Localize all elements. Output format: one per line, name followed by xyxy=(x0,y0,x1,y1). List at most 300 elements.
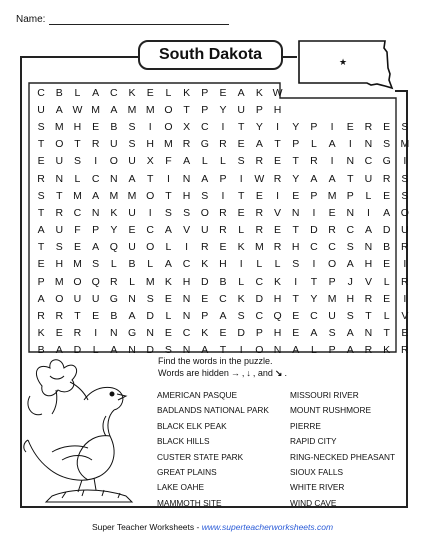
grid-letter[interactable]: A xyxy=(346,258,354,271)
grid-letter[interactable]: A xyxy=(110,103,118,116)
grid-letter[interactable]: R xyxy=(55,310,64,323)
grid-letter[interactable]: C xyxy=(110,86,118,99)
grid-letter[interactable]: T xyxy=(292,155,299,168)
grid-letter[interactable]: I xyxy=(330,120,334,133)
grid-letter[interactable]: H xyxy=(55,258,64,271)
grid-letter[interactable]: I xyxy=(166,172,170,185)
grid-letter[interactable]: G xyxy=(109,292,118,305)
grid-letter[interactable]: I xyxy=(312,206,316,219)
grid-letter[interactable]: E xyxy=(201,292,209,305)
grid-letter[interactable]: C xyxy=(146,224,155,237)
grid-letter[interactable]: S xyxy=(328,327,336,340)
grid-letter[interactable]: A xyxy=(164,224,172,237)
grid-letter[interactable]: I xyxy=(403,155,407,168)
grid-letter[interactable]: C xyxy=(182,327,191,340)
grid-letter[interactable]: N xyxy=(364,327,373,340)
grid-letter[interactable]: T xyxy=(165,189,172,202)
grid-letter[interactable]: M xyxy=(109,189,119,202)
grid-letter[interactable]: E xyxy=(292,189,300,202)
grid-letter[interactable]: O xyxy=(146,241,155,254)
grid-letter[interactable]: U xyxy=(37,103,45,116)
grid-letter[interactable]: M xyxy=(127,103,137,116)
grid-letter[interactable]: A xyxy=(292,344,300,357)
grid-letter[interactable]: L xyxy=(110,258,117,271)
grid-letter[interactable]: O xyxy=(200,206,209,219)
grid-letter[interactable]: E xyxy=(292,310,300,323)
grid-letter[interactable]: U xyxy=(91,292,100,305)
grid-letter[interactable]: U xyxy=(110,138,118,151)
grid-letter[interactable]: H xyxy=(364,258,373,271)
grid-letter[interactable]: E xyxy=(92,120,100,133)
grid-letter[interactable]: S xyxy=(92,258,100,271)
grid-letter[interactable]: I xyxy=(94,155,98,168)
grid-letter[interactable]: R xyxy=(55,206,64,219)
grid-letter[interactable]: N xyxy=(346,155,355,168)
grid-letter[interactable]: C xyxy=(91,172,100,185)
grid-letter[interactable]: C xyxy=(200,120,209,133)
grid-letter[interactable]: G xyxy=(200,138,209,151)
grid-letter[interactable]: I xyxy=(330,155,334,168)
grid-letter[interactable]: Y xyxy=(292,172,300,185)
grid-letter[interactable]: M xyxy=(73,258,82,271)
grid-letter[interactable]: K xyxy=(183,86,191,99)
grid-letter[interactable]: E xyxy=(383,120,391,133)
grid-letter[interactable]: B xyxy=(110,310,118,323)
grid-letter[interactable]: U xyxy=(401,224,409,237)
grid-letter[interactable]: P xyxy=(328,344,336,357)
grid-letter[interactable]: E xyxy=(383,189,391,202)
grid-letter[interactable]: U xyxy=(128,241,136,254)
grid-letter[interactable]: C xyxy=(310,241,318,254)
grid-letter[interactable]: T xyxy=(37,138,45,151)
grid-letter[interactable]: H xyxy=(273,327,282,340)
grid-letter[interactable]: T xyxy=(292,292,299,305)
grid-letter[interactable]: S xyxy=(292,258,300,271)
grid-letter[interactable]: N xyxy=(291,206,300,219)
grid-letter[interactable]: S xyxy=(401,189,409,202)
footer-link[interactable]: www.superteacherworksheets.com xyxy=(201,522,334,532)
grid-letter[interactable]: A xyxy=(346,344,354,357)
grid-letter[interactable]: K xyxy=(237,292,245,305)
grid-letter[interactable]: C xyxy=(346,224,355,237)
grid-letter[interactable]: S xyxy=(128,138,136,151)
grid-letter[interactable]: V xyxy=(364,275,372,288)
grid-letter[interactable]: N xyxy=(110,172,118,185)
grid-letter[interactable]: M xyxy=(91,103,101,116)
grid-letter[interactable]: H xyxy=(146,138,155,151)
grid-letter[interactable]: S xyxy=(346,241,354,254)
grid-letter[interactable]: O xyxy=(164,120,173,133)
grid-letter[interactable]: N xyxy=(182,310,191,323)
grid-letter[interactable]: U xyxy=(200,224,209,237)
grid-letter[interactable]: C xyxy=(73,206,82,219)
grid-letter[interactable]: T xyxy=(274,138,281,151)
grid-letter[interactable]: T xyxy=(383,327,390,340)
grid-letter[interactable]: S xyxy=(401,172,409,185)
grid-letter[interactable]: S xyxy=(401,120,409,133)
grid-letter[interactable]: L xyxy=(383,310,390,323)
grid-letter[interactable]: A xyxy=(328,172,336,185)
grid-letter[interactable]: P xyxy=(92,224,100,237)
grid-letter[interactable]: M xyxy=(145,275,155,288)
grid-letter[interactable]: A xyxy=(92,189,100,202)
grid-letter[interactable]: K xyxy=(383,344,391,357)
grid-letter[interactable]: T xyxy=(37,241,45,254)
grid-letter[interactable]: M xyxy=(164,138,173,151)
grid-letter[interactable]: T xyxy=(347,172,354,185)
grid-letter[interactable]: S xyxy=(73,155,81,168)
grid-letter[interactable]: C xyxy=(182,258,191,271)
grid-letter[interactable]: C xyxy=(37,86,45,99)
grid-letter[interactable]: A xyxy=(110,344,118,357)
grid-letter[interactable]: I xyxy=(148,120,152,133)
grid-letter[interactable]: A xyxy=(55,103,63,116)
grid-letter[interactable]: R xyxy=(37,172,45,185)
grid-letter[interactable]: K xyxy=(110,206,118,219)
grid-letter[interactable]: C xyxy=(328,241,336,254)
grid-letter[interactable]: U xyxy=(237,103,245,116)
grid-letter[interactable]: N xyxy=(364,241,373,254)
grid-letter[interactable]: T xyxy=(183,103,190,116)
grid-letter[interactable]: R xyxy=(401,241,409,254)
grid-letter[interactable]: R xyxy=(328,224,336,237)
grid-letter[interactable]: W xyxy=(254,172,265,185)
grid-letter[interactable]: I xyxy=(239,344,243,357)
grid-letter[interactable]: F xyxy=(165,155,172,168)
grid-letter[interactable]: I xyxy=(221,120,225,133)
grid-letter[interactable]: R xyxy=(310,155,318,168)
grid-letter[interactable]: Y xyxy=(255,120,263,133)
grid-letter[interactable]: H xyxy=(291,241,300,254)
grid-letter[interactable]: Q xyxy=(91,275,100,288)
grid-letter[interactable]: D xyxy=(255,292,264,305)
grid-letter[interactable]: E xyxy=(219,86,227,99)
grid-letter[interactable]: K xyxy=(128,86,136,99)
grid-letter[interactable]: J xyxy=(347,275,353,288)
grid-letter[interactable]: S xyxy=(164,344,172,357)
grid-letter[interactable]: A xyxy=(92,86,100,99)
grid-letter[interactable]: K xyxy=(255,86,263,99)
grid-letter[interactable]: F xyxy=(74,224,81,237)
grid-letter[interactable]: I xyxy=(403,292,407,305)
grid-letter[interactable]: R xyxy=(255,155,264,168)
grid-letter[interactable]: Q xyxy=(273,310,282,323)
grid-letter[interactable]: O xyxy=(73,275,82,288)
grid-letter[interactable]: R xyxy=(364,344,373,357)
grid-letter[interactable]: K xyxy=(237,241,245,254)
grid-letter[interactable]: S xyxy=(37,120,45,133)
grid-letter[interactable]: E xyxy=(219,327,227,340)
grid-letter[interactable]: I xyxy=(148,206,152,219)
grid-letter[interactable]: R xyxy=(255,224,264,237)
grid-letter[interactable]: A xyxy=(346,327,354,340)
grid-letter[interactable]: E xyxy=(92,310,100,323)
grid-letter[interactable]: N xyxy=(182,172,191,185)
grid-letter[interactable]: A xyxy=(37,292,45,305)
grid-letter[interactable]: A xyxy=(183,155,191,168)
grid-letter[interactable]: L xyxy=(238,224,245,237)
grid-letter[interactable]: P xyxy=(346,189,354,202)
grid-letter[interactable]: I xyxy=(239,258,243,271)
grid-letter[interactable]: S xyxy=(383,138,391,151)
grid-letter[interactable]: E xyxy=(164,292,172,305)
grid-letter[interactable]: E xyxy=(401,327,409,340)
grid-letter[interactable]: N xyxy=(55,172,64,185)
grid-letter[interactable]: C xyxy=(255,275,264,288)
grid-letter[interactable]: B xyxy=(55,86,63,99)
grid-letter[interactable]: A xyxy=(328,138,336,151)
grid-letter[interactable]: T xyxy=(292,224,299,237)
name-field[interactable] xyxy=(16,14,229,25)
grid-letter[interactable]: L xyxy=(365,189,372,202)
grid-letter[interactable]: N xyxy=(346,206,355,219)
grid-letter[interactable]: L xyxy=(74,172,81,185)
grid-letter[interactable]: N xyxy=(110,327,118,340)
grid-letter[interactable]: X xyxy=(183,120,191,133)
grid-letter[interactable]: P xyxy=(201,310,209,323)
name-line[interactable] xyxy=(49,15,229,25)
grid-letter[interactable]: D xyxy=(237,327,245,340)
grid-letter[interactable]: R xyxy=(110,275,118,288)
grid-letter[interactable]: R xyxy=(219,206,227,219)
grid-letter[interactable]: E xyxy=(219,241,227,254)
grid-letter[interactable]: E xyxy=(37,258,45,271)
grid-letter[interactable]: R xyxy=(219,224,227,237)
grid-letter[interactable]: L xyxy=(238,275,245,288)
grid-letter[interactable]: U xyxy=(55,155,64,168)
grid-letter[interactable]: D xyxy=(382,224,391,237)
grid-letter[interactable]: A xyxy=(55,344,63,357)
grid-letter[interactable]: I xyxy=(403,258,407,271)
grid-letter[interactable]: T xyxy=(237,189,245,202)
grid-letter[interactable]: B xyxy=(128,258,136,271)
grid-letter[interactable]: A xyxy=(37,224,45,237)
grid-letter[interactable]: I xyxy=(294,275,298,288)
grid-letter[interactable]: G xyxy=(382,155,391,168)
grid-letter[interactable]: O xyxy=(109,155,118,168)
grid-letter[interactable]: E xyxy=(237,206,245,219)
grid-letter[interactable]: E xyxy=(255,189,263,202)
grid-letter[interactable]: W xyxy=(272,86,283,99)
grid-letter[interactable]: L xyxy=(310,138,317,151)
grid-letter[interactable]: Y xyxy=(219,103,227,116)
grid-letter[interactable]: B xyxy=(110,120,118,133)
grid-letter[interactable]: L xyxy=(220,155,226,168)
grid-letter[interactable]: A xyxy=(383,206,391,219)
grid-letter[interactable]: S xyxy=(164,206,172,219)
grid-letter[interactable]: E xyxy=(383,258,391,271)
grid-letter[interactable]: N xyxy=(182,344,191,357)
grid-letter[interactable]: T xyxy=(310,275,318,288)
grid-letter[interactable]: N xyxy=(146,327,155,340)
grid-letter[interactable]: L xyxy=(201,155,208,168)
grid-letter[interactable]: D xyxy=(146,344,155,357)
grid-letter[interactable]: H xyxy=(273,292,282,305)
grid-letter[interactable]: C xyxy=(255,310,264,323)
grid-letter[interactable]: M xyxy=(127,189,137,202)
grid-letter[interactable]: L xyxy=(310,344,317,357)
grid-letter[interactable]: I xyxy=(221,189,225,202)
grid-letter[interactable]: S xyxy=(237,310,245,323)
grid-letter[interactable]: Q xyxy=(109,241,118,254)
grid-letter[interactable]: O xyxy=(328,258,337,271)
grid-letter[interactable]: R xyxy=(364,120,373,133)
grid-letter[interactable]: E xyxy=(73,241,81,254)
grid-letter[interactable]: L xyxy=(74,86,81,99)
grid-letter[interactable]: I xyxy=(276,120,279,133)
grid-letter[interactable]: I xyxy=(185,241,189,254)
grid-letter[interactable]: E xyxy=(383,292,391,305)
grid-letter[interactable]: H xyxy=(273,103,282,116)
grid-letter[interactable]: I xyxy=(276,189,279,202)
grid-letter[interactable]: S xyxy=(237,155,245,168)
grid-letter[interactable]: O xyxy=(400,206,409,219)
grid-letter[interactable]: S xyxy=(146,292,154,305)
grid-letter[interactable]: A xyxy=(310,327,318,340)
grid-letter[interactable]: K xyxy=(201,258,209,271)
grid-letter[interactable]: U xyxy=(128,155,136,168)
grid-letter[interactable]: P xyxy=(37,275,45,288)
grid-letter[interactable]: R xyxy=(273,241,282,254)
grid-letter[interactable]: U xyxy=(328,310,336,323)
grid-letter[interactable]: E xyxy=(274,155,282,168)
grid-letter[interactable]: P xyxy=(201,103,209,116)
grid-letter[interactable]: W xyxy=(72,103,83,116)
grid-letter[interactable]: E xyxy=(164,327,172,340)
grid-letter[interactable]: P xyxy=(310,120,318,133)
grid-letter[interactable]: M xyxy=(54,275,64,288)
grid-letter[interactable]: T xyxy=(365,310,372,323)
grid-letter[interactable]: P xyxy=(255,327,263,340)
grid-letter[interactable]: N xyxy=(128,344,136,357)
grid-letter[interactable]: E xyxy=(274,224,282,237)
grid-letter[interactable]: L xyxy=(147,258,154,271)
grid-letter[interactable]: H xyxy=(73,120,82,133)
grid-letter[interactable]: R xyxy=(401,275,409,288)
grid-letter[interactable]: B xyxy=(383,241,391,254)
grid-letter[interactable]: M xyxy=(254,241,264,254)
grid-letter[interactable]: K xyxy=(37,327,45,340)
grid-letter[interactable]: S xyxy=(128,120,136,133)
grid-letter[interactable]: T xyxy=(147,172,154,185)
grid-letter[interactable]: T xyxy=(237,120,245,133)
grid-letter[interactable]: R xyxy=(200,241,209,254)
grid-letter[interactable]: E xyxy=(146,86,154,99)
grid-letter[interactable]: P xyxy=(310,189,318,202)
grid-letter[interactable]: M xyxy=(327,189,337,202)
grid-letter[interactable]: A xyxy=(219,310,227,323)
grid-letter[interactable]: H xyxy=(182,189,191,202)
grid-letter[interactable]: R xyxy=(182,138,191,151)
grid-letter[interactable]: N xyxy=(91,206,100,219)
grid-letter[interactable]: P xyxy=(201,86,209,99)
grid-letter[interactable]: G xyxy=(127,327,137,340)
grid-letter[interactable]: U xyxy=(55,224,64,237)
grid-letter[interactable]: T xyxy=(219,344,227,357)
grid-letter[interactable]: C xyxy=(219,292,227,305)
grid-letter[interactable]: L xyxy=(129,275,135,288)
grid-letter[interactable]: A xyxy=(364,224,372,237)
grid-letter[interactable]: A xyxy=(255,138,263,151)
grid-letter[interactable]: O xyxy=(164,103,173,116)
grid-letter[interactable]: A xyxy=(237,86,245,99)
grid-letter[interactable]: I xyxy=(312,258,316,271)
grid-letter[interactable]: O xyxy=(55,138,64,151)
grid-letter[interactable]: L xyxy=(92,344,99,357)
grid-letter[interactable]: R xyxy=(382,172,391,185)
grid-letter[interactable]: D xyxy=(146,310,155,323)
grid-letter[interactable]: A xyxy=(128,172,136,185)
grid-letter[interactable]: H xyxy=(346,292,355,305)
grid-letter[interactable]: A xyxy=(128,310,136,323)
grid-letter[interactable]: H xyxy=(219,258,227,271)
grid-letter[interactable]: S xyxy=(346,310,354,323)
grid-letter[interactable]: P xyxy=(219,172,227,185)
grid-letter[interactable]: K xyxy=(201,327,209,340)
grid-letter[interactable]: I xyxy=(367,206,370,219)
grid-letter[interactable]: E xyxy=(292,327,300,340)
grid-letter[interactable]: K xyxy=(164,275,172,288)
grid-letter[interactable]: D xyxy=(73,344,82,357)
grid-letter[interactable]: L xyxy=(165,310,172,323)
grid-letter[interactable]: O xyxy=(146,189,155,202)
grid-letter[interactable]: D xyxy=(200,275,209,288)
grid-letter[interactable]: A xyxy=(201,172,209,185)
grid-letter[interactable]: E xyxy=(237,138,245,151)
grid-letter[interactable]: P xyxy=(328,275,336,288)
grid-letter[interactable]: H xyxy=(182,275,191,288)
grid-letter[interactable]: N xyxy=(128,292,136,305)
grid-letter[interactable]: N xyxy=(182,292,191,305)
grid-letter[interactable]: U xyxy=(364,172,373,185)
grid-letter[interactable]: E xyxy=(346,120,354,133)
grid-letter[interactable]: U xyxy=(128,206,136,219)
grid-letter[interactable]: T xyxy=(56,189,63,202)
grid-letter[interactable]: B xyxy=(219,275,227,288)
grid-letter[interactable]: R xyxy=(37,310,45,323)
grid-letter[interactable]: V xyxy=(274,206,282,219)
grid-letter[interactable]: C xyxy=(364,155,373,168)
grid-letter[interactable]: Y xyxy=(110,224,118,237)
grid-letter[interactable]: E xyxy=(37,155,45,168)
grid-letter[interactable]: B xyxy=(37,344,45,357)
grid-letter[interactable]: I xyxy=(94,327,98,340)
grid-letter[interactable]: L xyxy=(165,241,172,254)
grid-letter[interactable]: X xyxy=(146,155,154,168)
grid-letter[interactable]: C xyxy=(310,310,318,323)
grid-letter[interactable]: R xyxy=(401,344,409,357)
grid-letter[interactable]: Y xyxy=(310,292,318,305)
grid-letter[interactable]: A xyxy=(310,172,318,185)
grid-letter[interactable]: E xyxy=(55,327,63,340)
grid-letter[interactable]: N xyxy=(273,344,282,357)
grid-letter[interactable]: V xyxy=(183,224,191,237)
grid-letter[interactable]: P xyxy=(255,103,263,116)
grid-letter[interactable]: T xyxy=(74,310,81,323)
grid-letter[interactable]: L xyxy=(165,86,172,99)
grid-letter[interactable]: R xyxy=(255,206,264,219)
grid-letter[interactable]: O xyxy=(255,344,264,357)
grid-letter[interactable]: L xyxy=(256,258,263,271)
grid-letter[interactable]: T xyxy=(37,206,45,219)
grid-letter[interactable]: M xyxy=(73,189,82,202)
grid-letter[interactable]: R xyxy=(73,327,82,340)
grid-letter[interactable]: M xyxy=(54,120,64,133)
grid-letter[interactable]: N xyxy=(364,138,373,151)
grid-letter[interactable]: Y xyxy=(292,120,300,133)
grid-letter[interactable]: L xyxy=(383,275,390,288)
grid-letter[interactable]: K xyxy=(274,275,282,288)
